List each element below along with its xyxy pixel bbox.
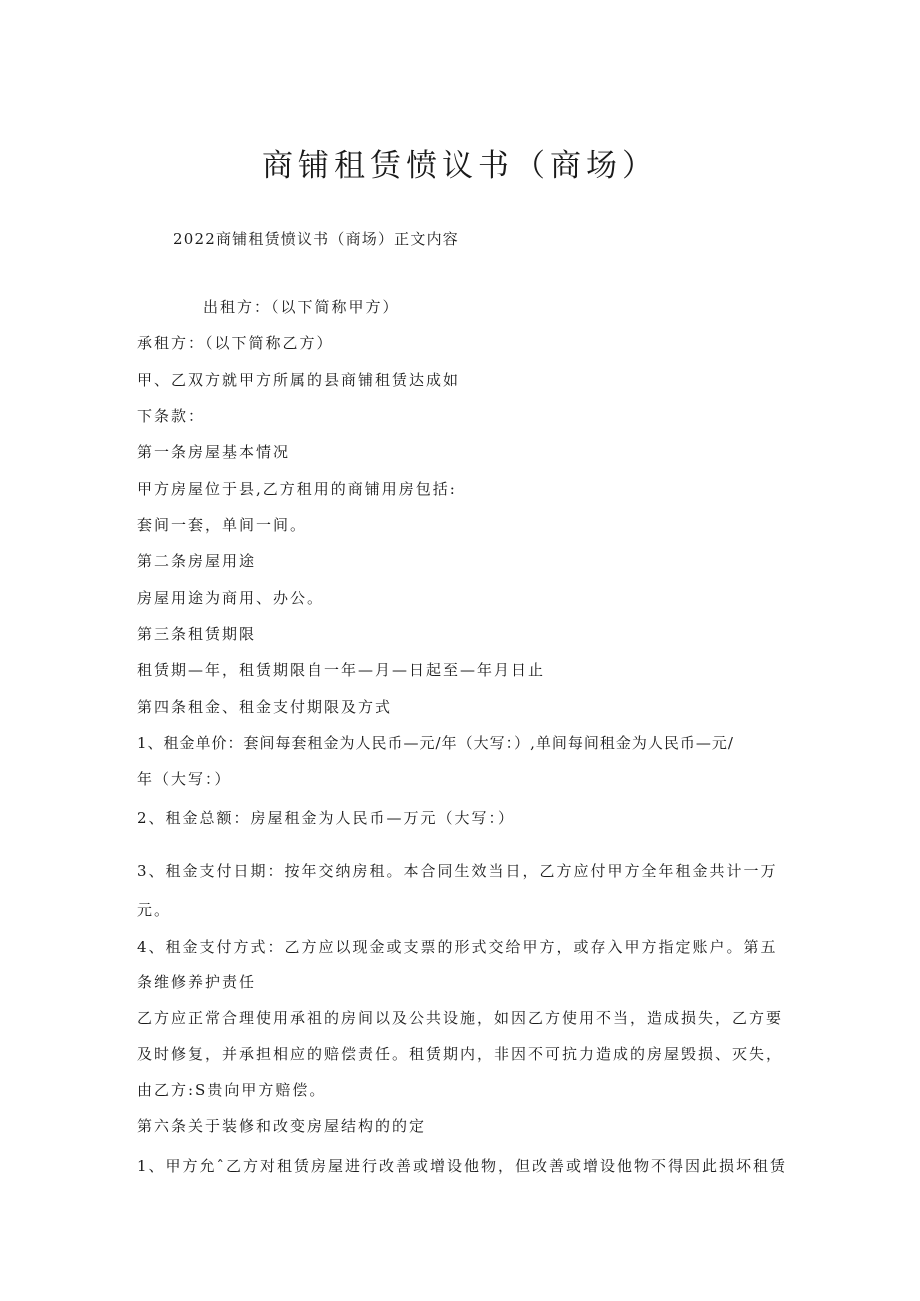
clause-heading: 第二条房屋用途 — [137, 552, 257, 570]
paragraph-line: 3、租金支付日期：按年交纳房租。本合同生效当日，乙方应付甲方全年租金共计一万 — [137, 862, 778, 880]
paragraph-line: 甲、乙双方就甲方所属的县商铺租赁达成如 — [137, 371, 461, 389]
lessee-line: 承租方：（以下简称乙方） — [137, 334, 334, 352]
paragraph-line: 房屋用途为商用、办公。 — [137, 589, 325, 607]
paragraph-line: 1、甲方允ˆ乙方对租赁房屋进行改善或增设他物，但改善或增设他物不得因此损坏租赁 — [137, 1157, 788, 1175]
paragraph-line: 1、租金单价：套间每套租金为人民币—元/年（大写：）,单间每间租金为人民币—元/ — [137, 734, 734, 752]
paragraph-line: 租赁期—年，租赁期限自一年—月—日起至—年月日止 — [137, 661, 546, 679]
paragraph-line: 由乙方:S贵向甲方赔偿。 — [137, 1081, 327, 1099]
paragraph-line: 下条款： — [137, 407, 206, 425]
lessor-line: 出租方：（以下简称甲方） — [203, 298, 400, 316]
clause-heading: 第三条租赁期限 — [137, 625, 257, 643]
clause-heading: 条维修养护责任 — [137, 973, 257, 991]
paragraph-line: 年（大写：） — [137, 770, 232, 788]
paragraph-line: 元。 — [137, 901, 172, 919]
paragraph-line: 2、租金总额：房屋租金为人民币—万元（大写：） — [137, 809, 516, 827]
paragraph-line: 4、租金支付方式：乙方应以现金或支票的形式交给甲方，或存入甲方指定账户。第五 — [137, 938, 778, 956]
paragraph-line: 乙方应正常合理使用承祖的房间以及公共设施，如因乙方使用不当，造成损失，乙方要 — [137, 1009, 784, 1027]
clause-heading: 第一条房屋基本情况 — [137, 443, 291, 461]
clause-heading: 第四条租金、租金支付期限及方式 — [137, 698, 393, 716]
document-title: 商铺租赁愤议书（商场） — [262, 148, 658, 184]
paragraph-line: 套间一套，单间一间。 — [137, 516, 308, 534]
paragraph-line: 甲方房屋位于县,乙方租用的商铺用房包括: — [137, 480, 457, 498]
paragraph-line: 及时修复，并承担相应的赔偿责任。租赁期内，非因不可抗力造成的房屋毁损、灭失， — [137, 1045, 784, 1063]
document-subtitle: 2022商铺租赁愤议书（商场）正文内容 — [173, 230, 459, 248]
clause-heading: 第六条关于装修和改变房屋结构的的定 — [137, 1117, 427, 1135]
